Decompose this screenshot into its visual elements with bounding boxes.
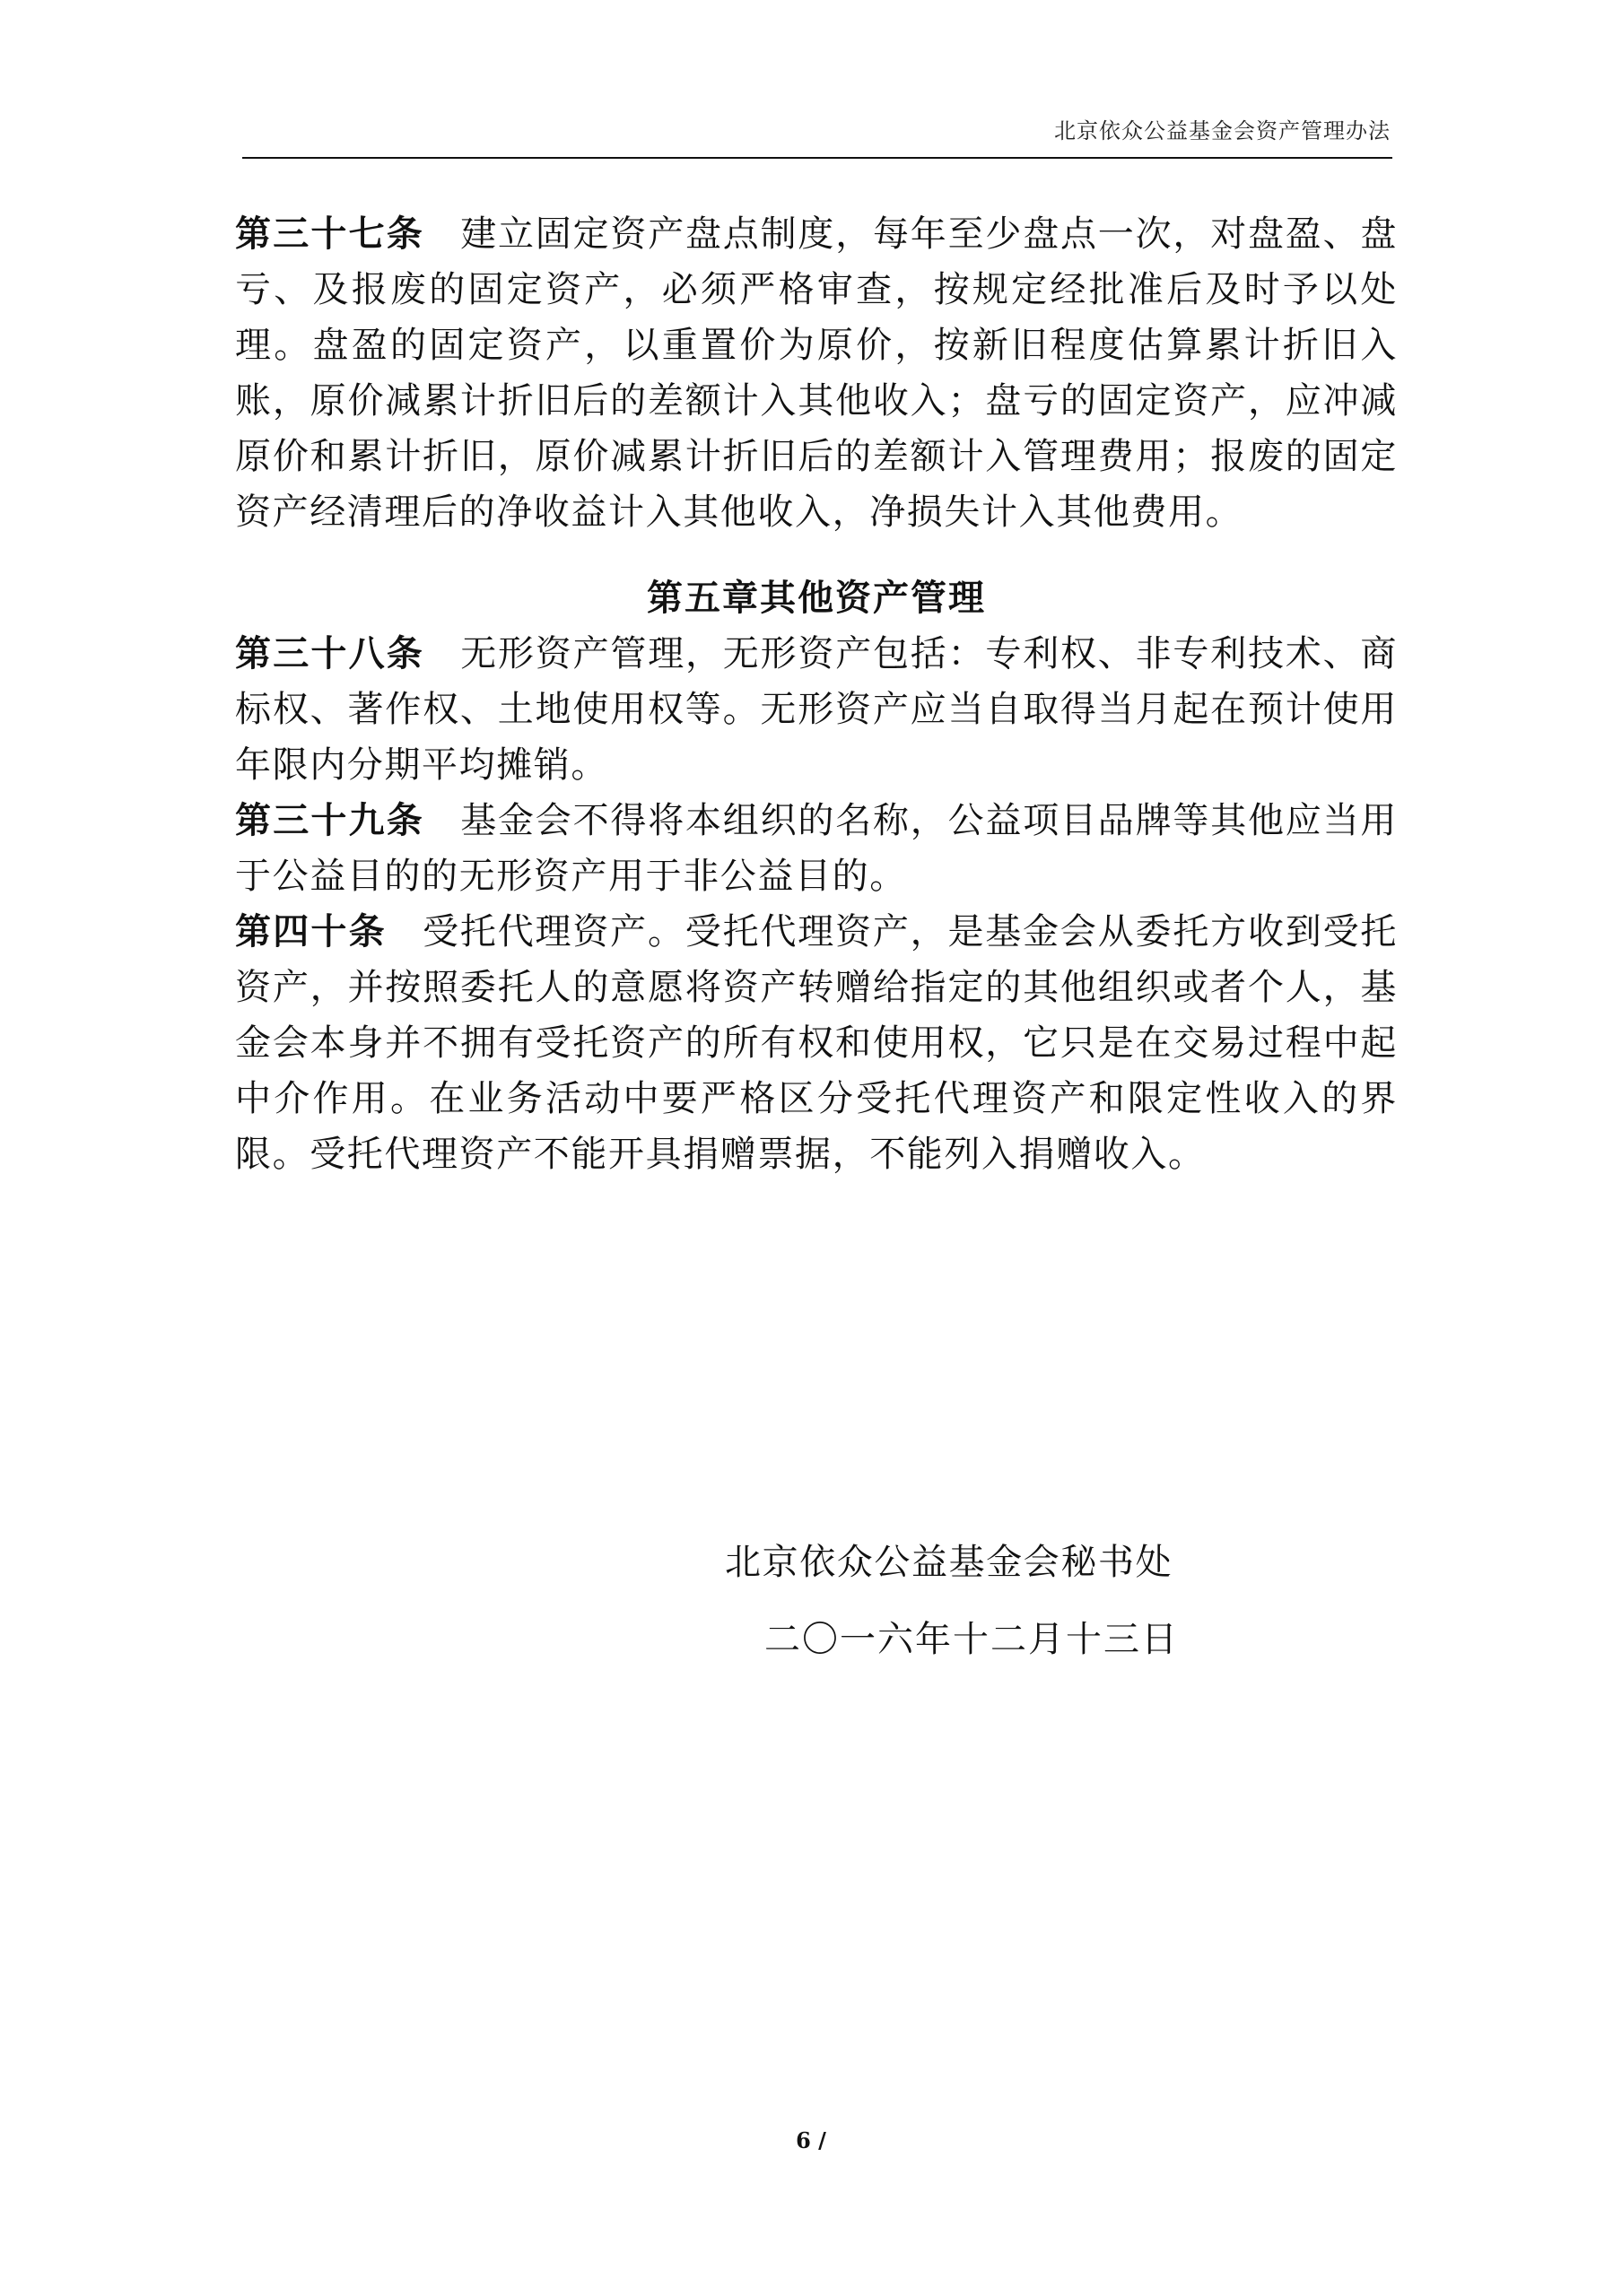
article-text: 基金会不得将本组织的名称，公益项目品牌等其他应当用于公益目的的无形资产用于非公益目的。 [235, 800, 1398, 897]
article-text: 无形资产管理，无形资产包括：专利权、非专利技术、商标权、著作权、土地使用权等。无形资产应当自取得当月起在预计使用年限内分期平均摊销。 [235, 633, 1398, 786]
article-number: 第四十条 [235, 911, 387, 952]
header-divider [242, 157, 1392, 159]
article-38 [235, 626, 1398, 793]
article-37 [235, 206, 1398, 540]
article-text: 建立固定资产盘点制度，每年至少盘点一次，对盘盈、盘亏、及报废的固定资产，必须严格审查，按规定经批准后及时予以处理。盘盈的固定资产，以重置价为原价，按新旧程度估算累计折旧入账，原价减累计折旧后的差额计入其他收入；盘亏的固定资产，应冲减原价和累计折旧，原价减累计折旧后的差额计入管理费用；报废的固定资产经清理后的净收益计入其他收入，净损失计入其他费用。 [235, 213, 1398, 533]
article-text: 受托代理资产。受托代理资产，是基金会从委托方收到受托资产，并按照委托人的意愿将资产转赠给指定的其他组织或者个人，基金会本身并不拥有受托资产的所有权和使用权，它只是在交易过程中起中介作用。在业务活动中要严格区分受托代理资产和限定性收入的界限。受托代理资产不能开具捐赠票据，不能列入捐赠收入。 [235, 911, 1398, 1175]
article-number: 第三十八条 [235, 633, 424, 674]
signature-date: 二〇一六年十二月十三日 [764, 1619, 1179, 1660]
signature-organization: 北京依众公益基金会秘书处 [725, 1542, 1173, 1583]
article-number: 第三十七条 [235, 213, 424, 255]
article-39 [235, 793, 1398, 904]
page-number: 6 / [796, 2127, 826, 2153]
article-number: 第三十九条 [235, 800, 424, 841]
chapter-heading: 第五章其他资产管理 [647, 578, 986, 619]
article-40 [235, 904, 1398, 1182]
running-header-title: 北京依众公益基金会资产管理办法 [1054, 118, 1391, 144]
document-body [235, 206, 1398, 1182]
